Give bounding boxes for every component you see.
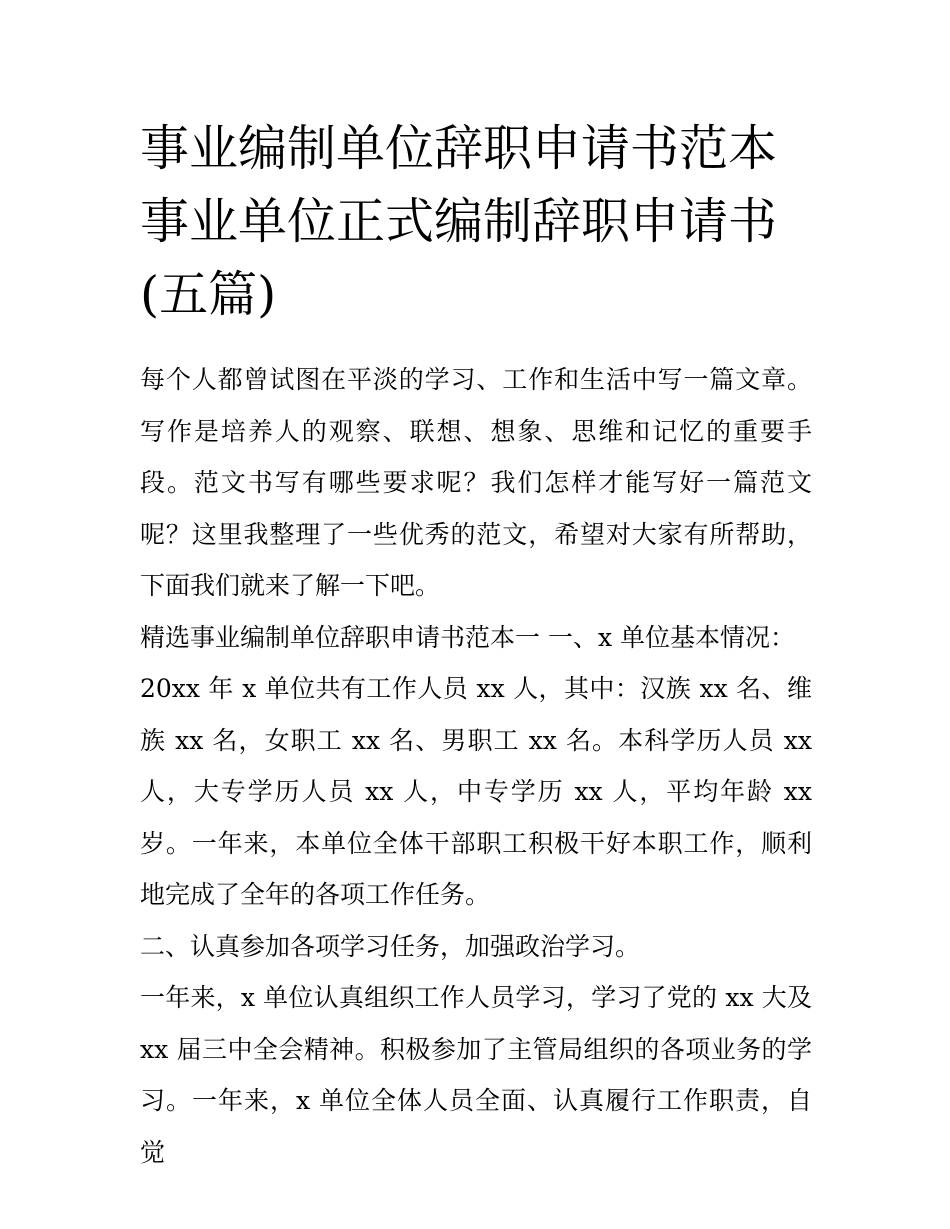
study-paragraph: 一年来，x 单位认真组织工作人员学习，学习了党的 xx 大及 xx 届三中全会精神。积极参加了主管局组织的各项业务的学习。一年来，x 单位全体人员全面、认真履行工作职责，自觉	[140, 983, 812, 1167]
section-heading-study: 二、认真参加各项学习任务，加强政治学习。	[140, 931, 641, 961]
title-line-1: 事业编制单位辞职申请书范本	[140, 120, 778, 177]
document-page	[140, 112, 812, 1178]
title-line-2: 事业单位正式编制辞职申请书	[140, 193, 778, 250]
title-line-3: (五篇)	[140, 266, 277, 323]
document-body	[140, 354, 812, 1178]
basic-info-paragraph: 20xx 年 x 单位共有工作人员 xx 人，其中：汉族 xx 名、维族 xx 名，女职工 xx 名、男职工 xx 名。本科学历人员 xx 人，大专学历人员 xx 人，中专学历 xx 人，平均年龄 xx 岁。一年来，本单位全体干部职工积极干好本职工作，顺利地完成了全年的各项工作任务。	[140, 674, 812, 909]
document-title	[140, 112, 812, 331]
section-heading-basic-info: 精选事业编制单位辞职申请书范本一 一、x 单位基本情况：	[140, 622, 795, 652]
intro-paragraph: 每个人都曾试图在平淡的学习、工作和生活中写一篇文章。写作是培养人的观察、联想、想象、思维和记忆的重要手段。范文书写有哪些要求呢？我们怎样才能写好一篇范文呢？这里我整理了一些优秀的范文，希望对大家有所帮助，下面我们就来了解一下吧。	[140, 365, 812, 600]
